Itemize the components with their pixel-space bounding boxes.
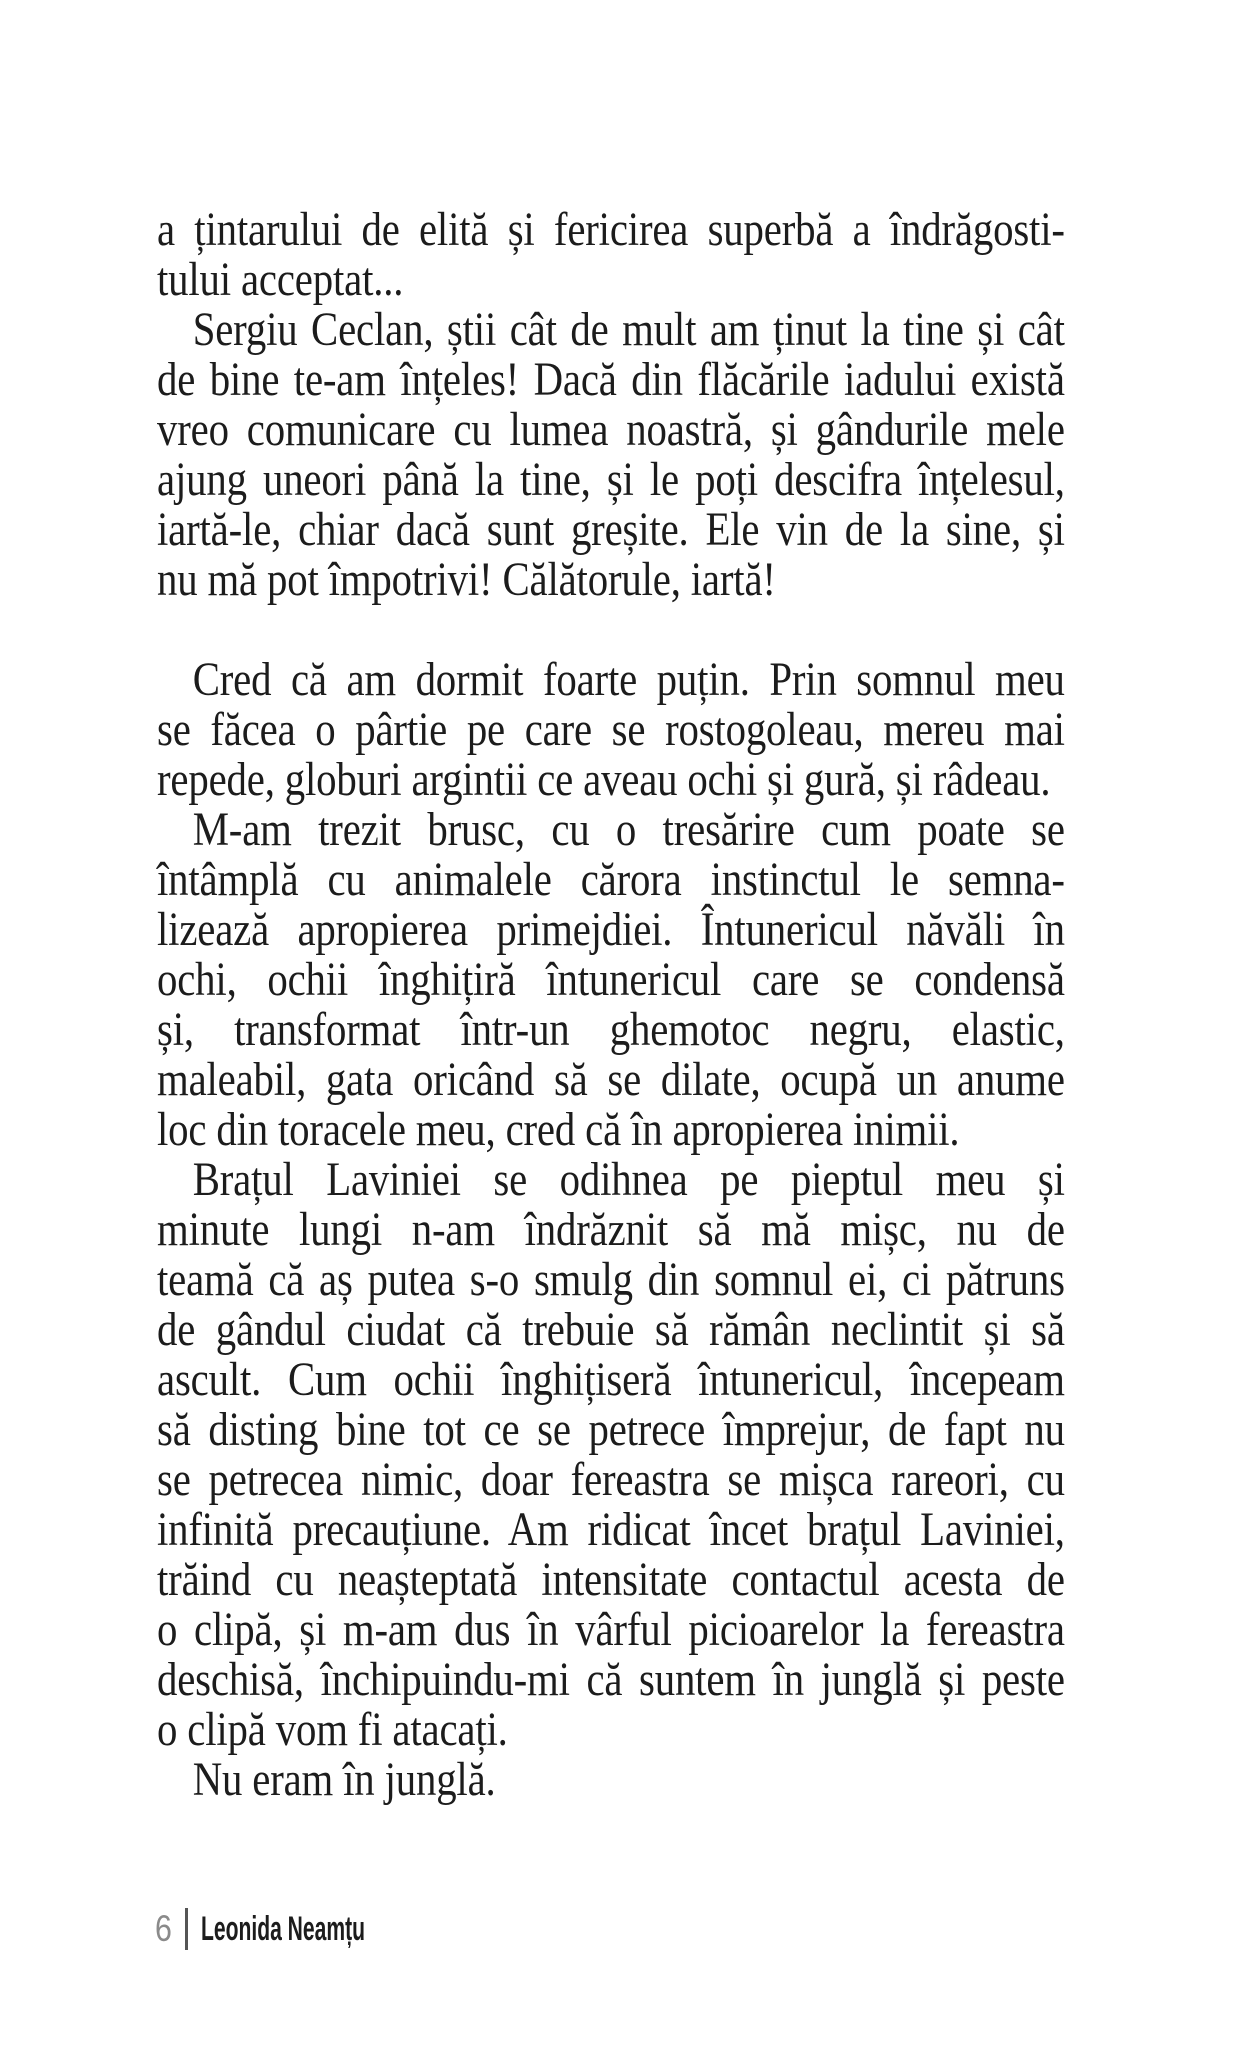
body-text (157, 205, 1065, 1805)
text-line: a țintarului de elită și fericirea superbă a îndrăgosti- (157, 203, 1065, 256)
text-line: se petrecea nimic, doar fereastra se mișca rareori, cu (157, 1453, 1065, 1506)
page-number: 6 (155, 1908, 172, 1949)
text-line: minute lungi n-am îndrăznit să mă mișc, nu de (157, 1203, 1065, 1256)
text-line: de gândul ciudat că trebuie să rămân neclintit și să (157, 1303, 1065, 1356)
text-line: o clipă, și m-am dus în vârful picioarelor la fereastra (157, 1603, 1065, 1656)
text-line: teamă că aș putea s-o smulg din somnul ei, ci pătruns (157, 1253, 1065, 1306)
text-line: și, transformat într-un ghemotoc negru, elastic, (157, 1003, 1065, 1056)
text-line: se făcea o pârtie pe care se rostogoleau, mereu mai (157, 703, 1065, 756)
text-line: tului acceptat... (157, 253, 404, 306)
text-line: Sergiu Ceclan, știi cât de mult am ținut la tine și cât (192, 303, 1065, 356)
paragraph-gap (157, 605, 1065, 655)
text-line: întâmplă cu animalele cărora instinctul le semna- (157, 853, 1065, 906)
text-line: lizează apropierea primejdiei. Întunericul năvăli în (157, 903, 1065, 956)
text-line: o clipă vom fi atacați. (157, 1703, 508, 1756)
text-line: ascult. Cum ochii înghițiseră întunericul, începeam (157, 1353, 1065, 1406)
text-line: M-am trezit brusc, cu o tresărire cum poate se (192, 803, 1065, 856)
text-line: loc din toracele meu, cred că în apropierea inimii. (157, 1103, 960, 1156)
text-line: repede, globuri argintii ce aveau ochi și gură, și râdeau. (157, 753, 1051, 806)
text-line: iartă-le, chiar dacă sunt greșite. Ele vin de la sine, și (157, 503, 1065, 556)
text-line: Brațul Laviniei se odihnea pe pieptul meu și (192, 1153, 1065, 1206)
footer-separator (185, 1908, 188, 1950)
text-line: vreo comunicare cu lumea noastră, și gândurile mele (157, 403, 1065, 456)
text-line: nu mă pot împotrivi! Călătorule, iartă! (157, 553, 776, 606)
author-name: Leonida Neamțu (200, 1909, 365, 1948)
text-line: Nu eram în junglă. (192, 1753, 496, 1806)
text-line: de bine te-am înțeles! Dacă din flăcările iadului există (157, 353, 1065, 406)
text-line: infinită precauțiune. Am ridicat încet brațul Laviniei, (157, 1503, 1065, 1556)
text-line: ajung uneori până la tine, și le poți descifra înțelesul, (157, 453, 1065, 506)
text-line: trăind cu neașteptată intensitate contactul acesta de (157, 1553, 1065, 1606)
text-line: deschisă, închipuindu-mi că suntem în junglă și peste (157, 1653, 1065, 1706)
text-line: să disting bine tot ce se petrece împrejur, de fapt nu (157, 1403, 1065, 1456)
text-line: maleabil, gata oricând să se dilate, ocupă un anume (157, 1053, 1065, 1106)
text-line: ochi, ochii înghițiră întunericul care se condensă (157, 953, 1065, 1006)
text-line: Cred că am dormit foarte puțin. Prin somnul meu (192, 653, 1065, 706)
page-footer (155, 1906, 465, 1952)
